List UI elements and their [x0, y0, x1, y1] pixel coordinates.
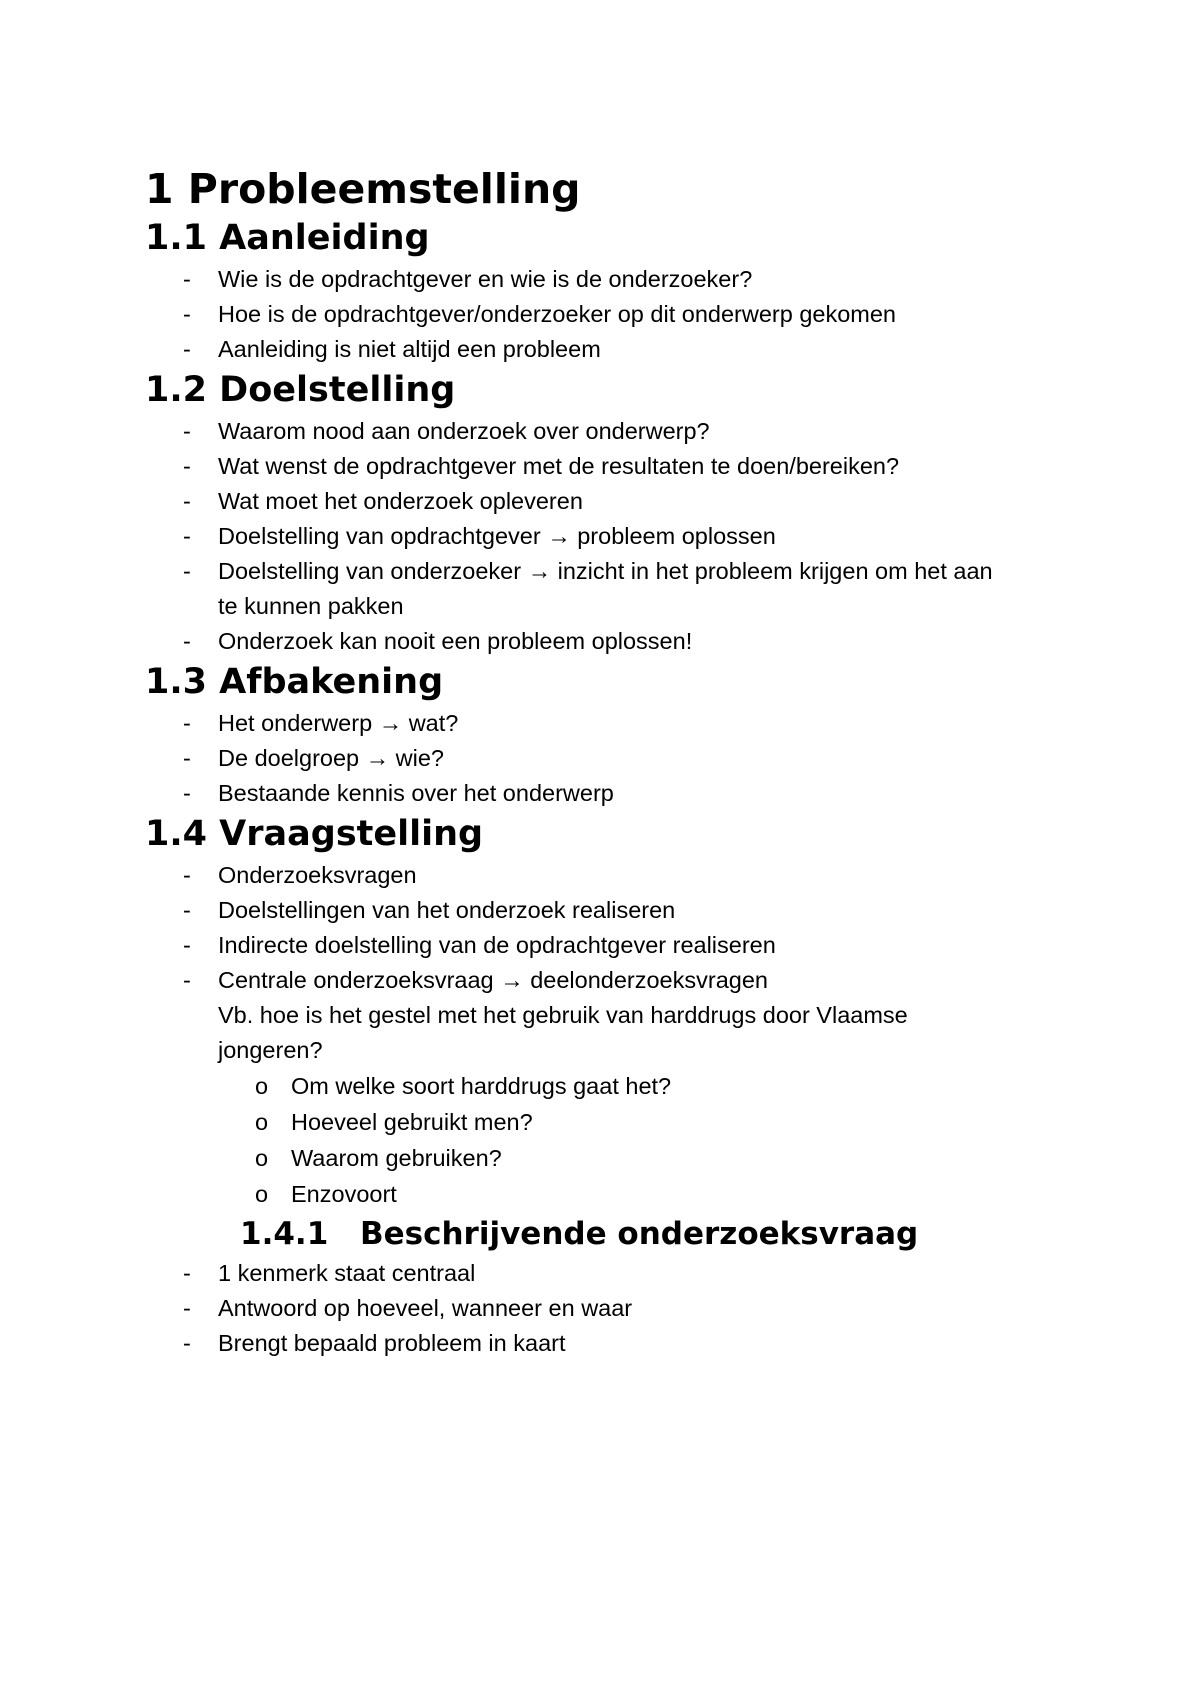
sub-list-item: o Hoeveel gebruikt men? [145, 1104, 1065, 1140]
dash-bullet: - [183, 453, 191, 479]
dash-bullet: - [183, 862, 191, 888]
dash-bullet: - [183, 558, 191, 584]
list-item: - Brengt bepaald probleem in kaart [145, 1326, 1065, 1361]
document-content [145, 163, 1065, 1361]
subsection-number: 1.4.1 [240, 1216, 329, 1252]
list-item: - Centrale onderzoeksvraag → deelonderzoeksvragen [145, 963, 1065, 998]
list-item: - Waarom nood aan onderzoek over onderwerp? [145, 414, 1065, 449]
section-heading-doelstelling: 1.2 Doelstelling [145, 370, 456, 410]
dash-bullet: - [183, 266, 191, 292]
dash-bullet: - [183, 967, 191, 993]
example-text: Vb. hoe is het gestel met het gebruik van harddrugs door Vlaamse jongeren? [218, 1002, 908, 1063]
dash-bullet: - [183, 1295, 191, 1321]
dash-bullet: - [183, 336, 191, 362]
circle-bullet: o [255, 1145, 269, 1171]
list-item: - Doelstelling van opdrachtgever → probleem oplossen [145, 519, 1065, 554]
dash-bullet: - [183, 710, 191, 736]
list-item: - Onderzoeksvragen [145, 858, 1065, 893]
dash-bullet: - [183, 897, 191, 923]
list-item: - Indirecte doelstelling van de opdrachtgever realiseren [145, 928, 1065, 963]
sub-list-item: o Enzovoort [145, 1176, 1065, 1212]
subsection-title: Beschrijvende onderzoeksvraag [360, 1216, 919, 1252]
list-item: - Bestaande kennis over het onderwerp [145, 776, 1065, 811]
sub-list-item: o Waarom gebruiken? [145, 1140, 1065, 1176]
sub-list-item: o Om welke soort harddrugs gaat het? [145, 1068, 1065, 1104]
section-heading-aanleiding: 1.1 Aanleiding [145, 218, 430, 258]
list-item: - Antwoord op hoeveel, wanneer en waar [145, 1291, 1065, 1326]
list-vraagstelling [145, 858, 1065, 998]
list-aanleiding [145, 262, 1065, 367]
dash-bullet: - [183, 488, 191, 514]
list-beschrijvende [145, 1256, 1065, 1361]
dash-bullet: - [183, 932, 191, 958]
circle-bullet: o [255, 1181, 269, 1207]
list-afbakening [145, 706, 1065, 811]
dash-bullet: - [183, 628, 191, 654]
list-item: - Aanleiding is niet altijd een probleem [145, 332, 1065, 367]
circle-bullet: o [255, 1109, 269, 1135]
dash-bullet: - [183, 301, 191, 327]
dash-bullet: - [183, 1260, 191, 1286]
dash-bullet: - [183, 418, 191, 444]
section-heading-vraagstelling: 1.4 Vraagstelling [145, 814, 484, 854]
dash-bullet: - [183, 745, 191, 771]
list-item: - Wat wenst de opdrachtgever met de resultaten te doen/bereiken? [145, 449, 1065, 484]
list-item: - Wie is de opdrachtgever en wie is de onderzoeker? [145, 262, 1065, 297]
subsection-heading-beschrijvende [240, 1212, 1065, 1256]
list-item: - 1 kenmerk staat centraal [145, 1256, 1065, 1291]
list-item: - Doelstelling van onderzoeker → inzicht in het probleem krijgen om het aan te kunnen pakken [145, 554, 1018, 624]
dash-bullet: - [183, 523, 191, 549]
list-item: - Onderzoek kan nooit een probleem oplossen! [145, 624, 1065, 659]
list-item: - Doelstellingen van het onderzoek realiseren [145, 893, 1065, 928]
list-item: - Hoe is de opdrachtgever/onderzoeker op dit onderwerp gekomen [145, 297, 1065, 332]
section-heading-afbakening: 1.3 Afbakening [145, 662, 444, 702]
circle-bullet: o [255, 1073, 269, 1099]
page-title: 1 Probleemstelling [145, 165, 581, 213]
list-item: - De doelgroep → wie? [145, 741, 1065, 776]
dash-bullet: - [183, 780, 191, 806]
list-doelstelling [145, 414, 1065, 659]
list-item: - Het onderwerp → wat? [145, 706, 1065, 741]
sublist-deelvragen [145, 1068, 1065, 1212]
list-item: - Wat moet het onderzoek opleveren [145, 484, 1065, 519]
dash-bullet: - [183, 1330, 191, 1356]
